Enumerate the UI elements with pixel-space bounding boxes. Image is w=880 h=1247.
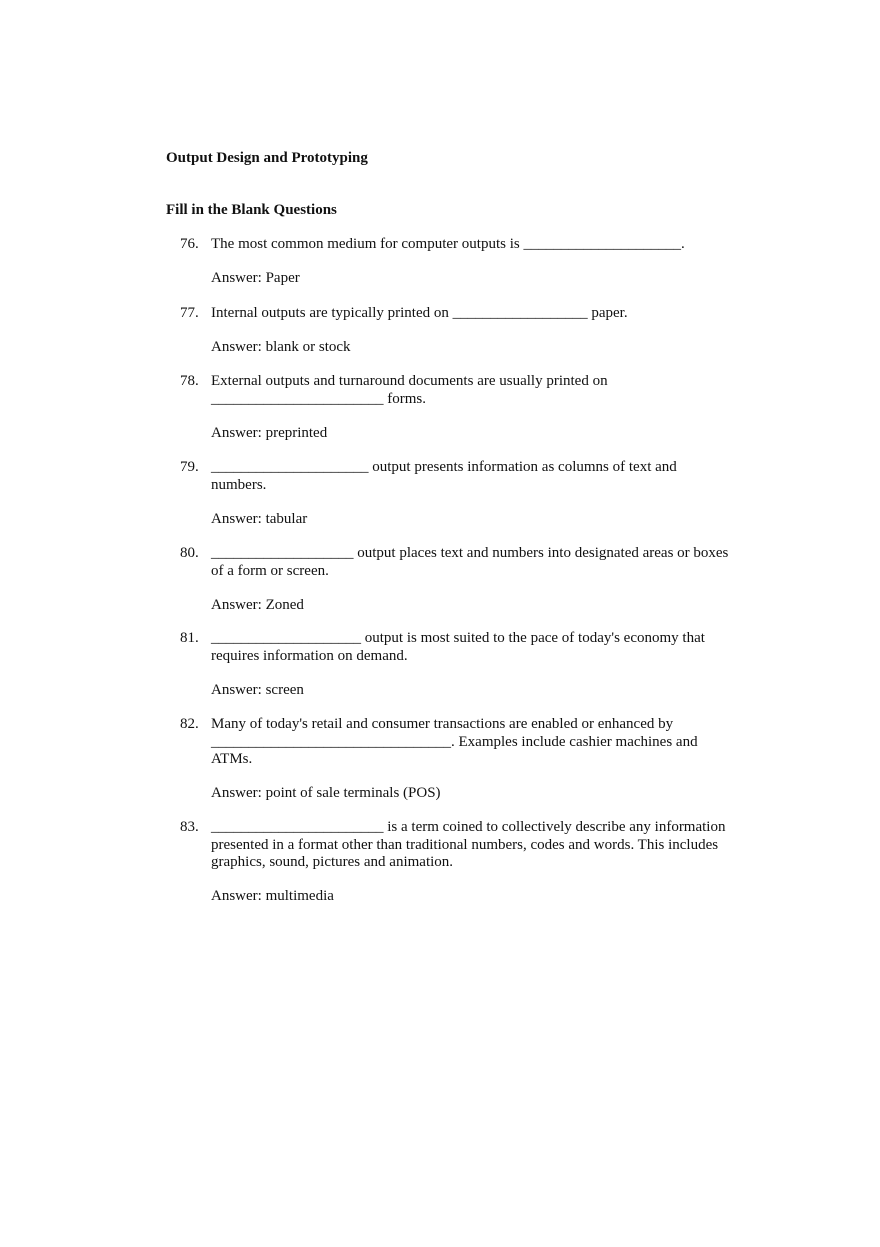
question-row bbox=[166, 819, 732, 872]
question-row bbox=[166, 305, 732, 323]
question-row bbox=[166, 236, 732, 254]
answer-text: Answer: multimedia bbox=[211, 888, 334, 904]
answer-text: Answer: tabular bbox=[211, 510, 308, 527]
question-number: 77. bbox=[180, 305, 199, 321]
question-row bbox=[166, 630, 732, 665]
question-text: Many of today's retail and consumer transactions are enabled or enhanced by ________________________________. Examples include cashier machines and ATMs. bbox=[211, 716, 698, 767]
answer-text: Answer: blank or stock bbox=[211, 339, 351, 355]
question-number: 79. bbox=[180, 459, 199, 475]
answer-text: Answer: Paper bbox=[211, 270, 300, 286]
question-item bbox=[166, 305, 732, 357]
question-number: 82. bbox=[180, 716, 199, 732]
section-heading: Fill in the Blank Questions bbox=[166, 202, 337, 218]
document-title: Output Design and Prototyping bbox=[166, 150, 368, 166]
question-text: ___________________ output places text and numbers into designated areas or boxes of a form or screen. bbox=[211, 545, 729, 579]
question-number: 81. bbox=[180, 630, 199, 646]
answer-text: Answer: preprinted bbox=[211, 424, 328, 441]
answer-text: Answer: screen bbox=[211, 681, 304, 698]
question-item bbox=[166, 545, 732, 614]
question-item bbox=[166, 459, 732, 528]
question-text: _______________________ is a term coined to collectively describe any information presented in a format other than traditional numbers, codes and words. This includes graphics, sound, pictures and animation. bbox=[211, 819, 726, 870]
question-text: Internal outputs are typically printed on __________________ paper. bbox=[211, 305, 628, 321]
question-item bbox=[166, 819, 732, 906]
answer-text: Answer: point of sale terminals (POS) bbox=[211, 785, 441, 801]
question-text: _____________________ output presents information as columns of text and numbers. bbox=[211, 459, 677, 493]
question-item bbox=[166, 716, 732, 803]
question-number: 78. bbox=[180, 373, 199, 389]
question-item bbox=[166, 236, 732, 288]
question-text: ____________________ output is most suited to the pace of today's economy that requires information on demand. bbox=[211, 630, 705, 664]
question-number: 80. bbox=[180, 545, 199, 561]
question-item bbox=[166, 630, 732, 699]
question-row bbox=[166, 373, 732, 408]
question-row bbox=[166, 545, 732, 580]
question-row bbox=[166, 459, 732, 494]
question-number: 83. bbox=[180, 819, 199, 835]
question-item bbox=[166, 373, 732, 442]
question-text: The most common medium for computer outputs is _____________________. bbox=[211, 236, 685, 252]
answer-text: Answer: Zoned bbox=[211, 596, 304, 613]
question-number: 76. bbox=[180, 236, 199, 252]
question-text: External outputs and turnaround documents are usually printed on _______________________ forms. bbox=[211, 373, 608, 407]
question-row bbox=[166, 716, 732, 769]
